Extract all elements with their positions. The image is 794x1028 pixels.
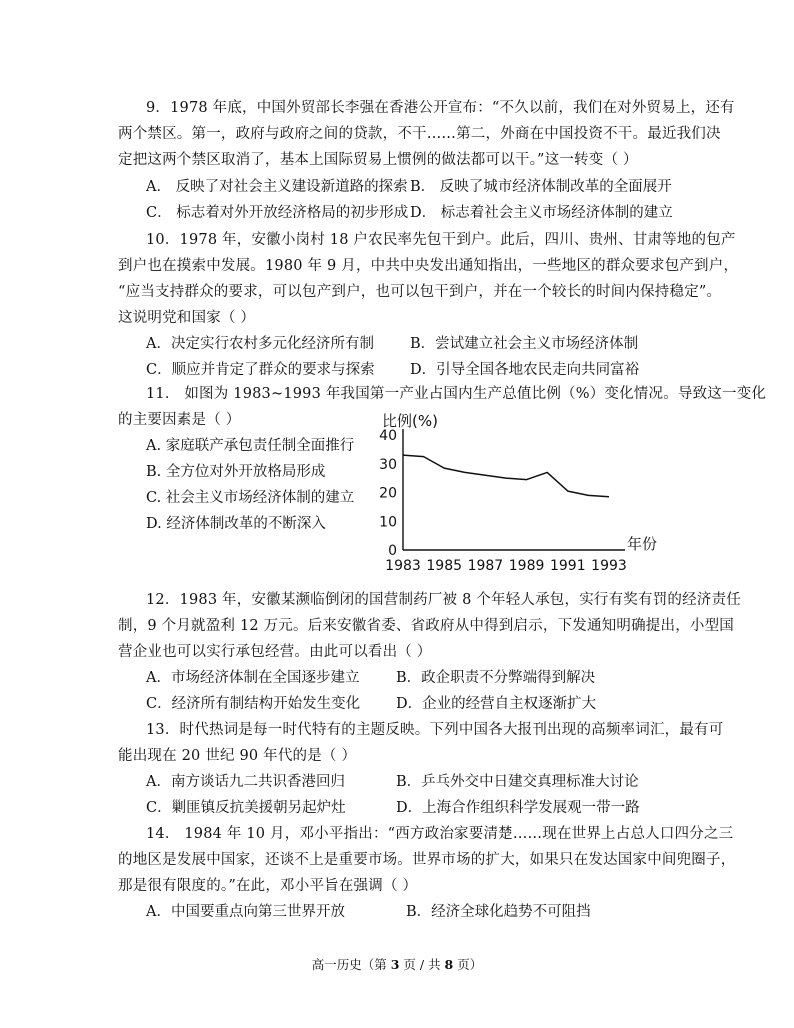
q10-stem-line-1: 10．1978 年，安徽小岗村 18 户农民率先包干到户。此后，四川、贵州、甘肃等地的包产 [146,232,736,248]
y-tick-label: 40 [379,428,397,444]
footer-prefix: 高一历史（第 [311,957,391,972]
q13-stem-line-1: 13．时代热词是每一时代特有的主题反映。下列中国各大报刊出现的高频率词汇，最有可 [146,722,724,738]
q13-option-c[interactable]: C．剿匪镇反抗美援朝另起炉灶 [146,800,346,816]
q11-option-c[interactable]: C. 社会主义市场经济体制的建立 [146,490,355,506]
q12-option-d[interactable]: D．企业的经营自主权逐渐扩大 [396,696,597,712]
y-tick-label: 20 [379,485,397,502]
q9-stem-line-1: 9．1978 年底，中国外贸部长李强在香港公开宣布：“不久以前，我们在对外贸易上，还有 [146,100,735,116]
q9-option-a[interactable]: A． 反映了对社会主义建设新道路的探索 [146,179,408,195]
footer-middle: 页 / 共 [399,957,445,972]
q11-option-d[interactable]: D. 经济体制改革的不断深入 [146,516,326,532]
q14-option-b[interactable]: B．经济全球化趋势不可阻挡 [406,904,591,920]
y-tick-label: 0 [388,543,397,559]
q12-option-b[interactable]: B．政企职责不分弊端得到解决 [396,670,596,686]
series-line [403,455,609,497]
q11-option-b[interactable]: B. 全方位对外开放格局形成 [146,464,326,480]
footer-suffix: 页） [453,957,483,972]
q9-stem-line-2: 两个禁区。第一，政府与政府之间的贷款，不干……第二，外商在中国投资不干。最近我们决 [118,126,721,142]
y-axis-label: 比例(%) [382,412,438,430]
page-footer [0,955,794,973]
footer-page-number: 3 [390,957,400,972]
q13-option-d[interactable]: D．上海合作组织科学发展观一带一路 [396,800,640,816]
q9-stem-line-3: 定把这两个禁区取消了，基本上国际贸易上惯例的做法都可以干。”这一转变（ ） [118,152,638,168]
q12-option-a[interactable]: A．市场经济体制在全国逐步建立 [146,670,360,686]
x-tick-label: 1985 [426,558,463,574]
q12-option-c[interactable]: C．经济所有制结构开始发生变化 [146,696,361,712]
q10-stem-line-3: “应当支持群众的要求，可以包产到户，也可以包干到户，并在一个较长的时间内保持稳定”。 [118,284,722,300]
primary-industry-gdp-share-chart [378,408,678,584]
q14-stem-line-2: 的地区是发展中国家，还谈不上是重要市场。世界市场的扩大，如果只在发达国家中间兜圈子， [118,852,736,868]
footer-total-pages: 8 [444,957,454,972]
q10-stem-line-4: 这说明党和国家（ ） [118,310,256,326]
q13-stem-line-2: 能出现在 20 世纪 90 年代的是（ ） [118,748,357,764]
x-axis-label: 年份 [627,535,658,553]
x-tick-label: 1983 [385,558,421,574]
q13-option-b[interactable]: B．乒乓外交中日建交真理标准大讨论 [396,774,639,790]
x-tick-label: 1991 [549,558,586,574]
x-tick-label: 1993 [591,558,627,574]
q10-option-a[interactable]: A．决定实行农村多元化经济所有制 [146,336,374,352]
q10-option-c[interactable]: C．顺应并肯定了群众的要求与探索 [146,362,375,378]
q14-option-a[interactable]: A．中国要重点向第三世界开放 [146,904,345,920]
q12-stem-line-1: 12．1983 年，安徽某濒临倒闭的国营制药厂被 8 个年轻人承包，实行有奖有罚的经济责任 [146,592,741,608]
q11-stem-line-1: 11． 如图为 1983~1993 年我国第一产业占国内生产总值比例（%）变化情况。导致这一变化 [146,386,767,402]
q11-option-a[interactable]: A. 家庭联产承包责任制全面推行 [146,438,355,454]
q10-stem-line-2: 到户也在摸索中发展。1980 年 9 月，中共中央发出通知指出，一些地区的群众要求包产到户， [118,258,739,274]
x-tick-label: 1987 [467,558,504,574]
q9-option-d[interactable]: D． 标志着社会主义市场经济体制的建立 [410,205,673,221]
y-tick-label: 30 [379,456,397,473]
q10-option-d[interactable]: D．引导全国各地农民走向共同富裕 [410,362,640,378]
q9-option-c[interactable]: C． 标志着对外开放经济格局的初步形成 [146,205,409,221]
q13-option-a[interactable]: A．南方谈话九二共识香港回归 [146,774,345,790]
q12-stem-line-2: 制，9 个月就盈利 12 万元。后来安徽省委、省政府从中得到启示，下发通知明确提出，小型国 [118,618,734,634]
q9-option-b[interactable]: B． 反映了城市经济体制改革的全面展开 [410,179,672,195]
q14-stem-line-3: 那是很有限度的。”在此，邓小平旨在强调（ ） [118,878,418,894]
x-tick-label: 1989 [508,558,545,574]
q10-option-b[interactable]: B．尝试建立社会主义市场经济体制 [410,336,639,352]
q11-stem-line-2: 的主要因素是（ ） [118,412,241,428]
q12-stem-line-3: 营企业也可以实行承包经营。由此可以看出（ ） [118,644,432,660]
q14-stem-line-1: 14． 1984 年 10 月，邓小平指出：“西方政治家要清楚……现在世界上占总人口四分之三 [146,826,734,842]
y-tick-label: 10 [379,514,397,531]
